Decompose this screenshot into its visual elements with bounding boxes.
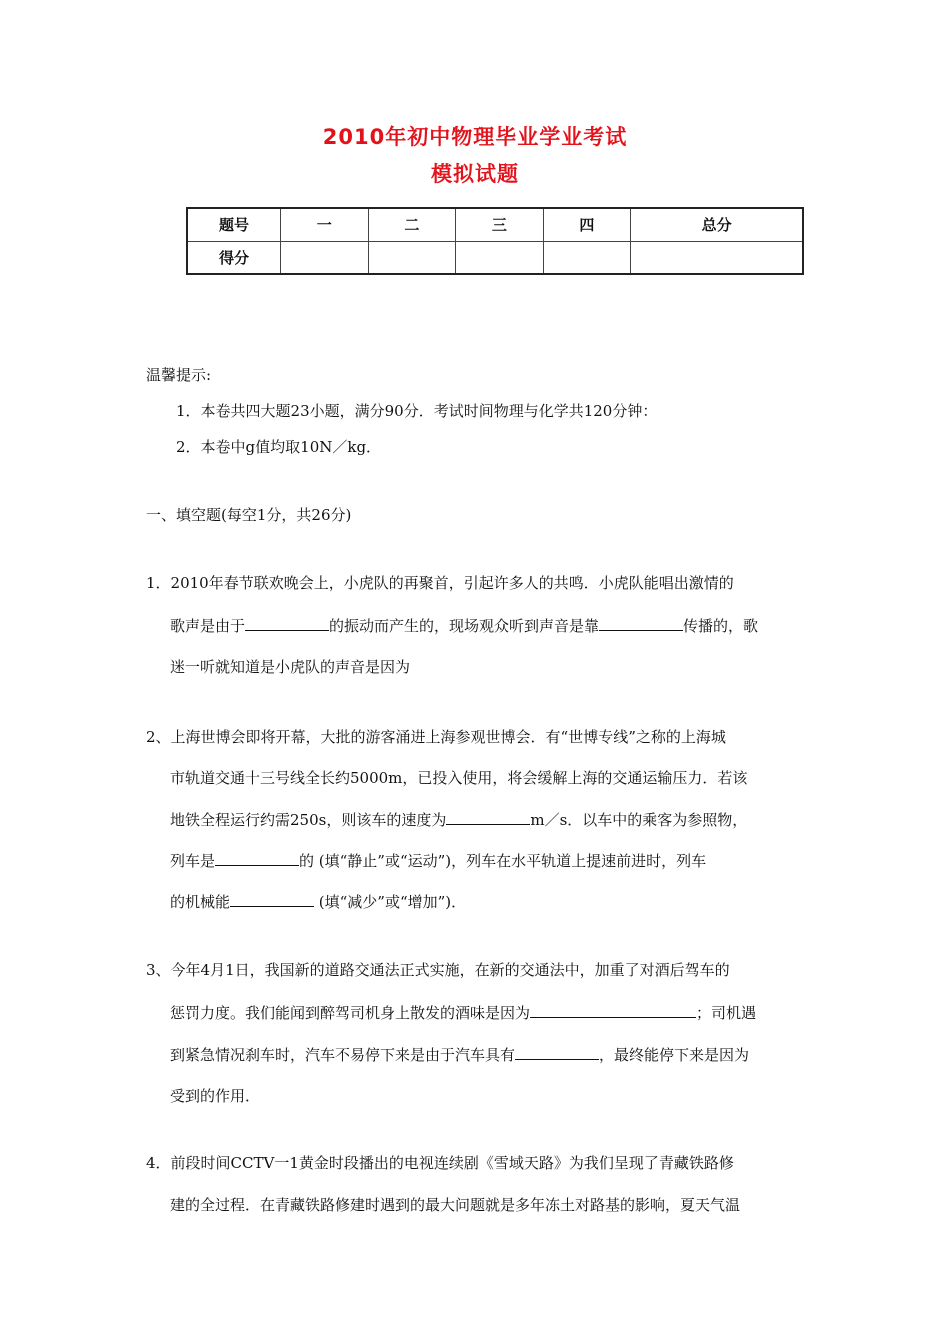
score-input-section3[interactable] — [456, 241, 544, 274]
question-text: 的机械能 — [170, 893, 231, 911]
score-table-header-row — [187, 208, 803, 241]
question-text: 地铁全程运行约需250s，则该车的速度为 — [170, 811, 447, 829]
question-text: m／s．以车中的乘客为参照物， — [530, 811, 748, 829]
answer-blank[interactable] — [245, 615, 329, 631]
section-heading: 一、填空题(每空1分，共26分) — [146, 506, 352, 524]
score-input-total[interactable] — [631, 241, 803, 274]
answer-blank[interactable] — [215, 850, 299, 866]
question-text: ；司机遇 — [696, 1004, 757, 1022]
question-2-line: 市轨道交通十三号线全长约5000m，已投入使用，将会缓解上海的交通运输压力．若该 — [170, 769, 748, 787]
question-text: 惩罚力度。我们能闻到醉驾司机身上散发的酒味是因为 — [170, 1004, 531, 1022]
question-text: ，最终能停下来是因为 — [599, 1046, 750, 1064]
score-cell-total: 总分 — [631, 208, 803, 241]
score-input-section2[interactable] — [368, 241, 456, 274]
question-text: 的振动而产生的，现场观众听到声音是靠 — [329, 617, 600, 635]
question-2-line — [170, 850, 706, 871]
tips-heading: 温馨提示: — [146, 366, 212, 384]
question-text: 传播的，歌 — [683, 617, 759, 635]
question-3-line: 3、今年4月1日，我国新的道路交通法正式实施，在新的交通法中，加重了对酒后驾车的 — [146, 961, 730, 979]
question-2-line: 2、上海世博会即将开幕，大批的游客涌进上海参观世博会．有“世博专线”之称的上海城 — [146, 728, 726, 746]
tip-item: 2．本卷中g值均取10N／kg． — [176, 438, 382, 456]
score-cell-section2: 二 — [368, 208, 456, 241]
question-2-line — [170, 891, 466, 912]
score-input-section4[interactable] — [543, 241, 631, 274]
question-1-line: 迷一听就知道是小虎队的声音是因为 — [170, 658, 411, 676]
answer-blank[interactable] — [599, 615, 683, 631]
question-2-line — [170, 809, 747, 830]
tip-item: 1．本卷共四大题23小题，满分90分．考试时间物理与化学共120分钟： — [176, 402, 658, 420]
answer-blank[interactable] — [230, 891, 314, 907]
score-cell-label: 题号 — [187, 208, 281, 241]
score-table — [186, 207, 804, 275]
question-text: 的 (填“静止”或“运动”)，列车在水平轨道上提速前进时，列车 — [299, 852, 707, 870]
question-3-line — [170, 1044, 749, 1065]
score-cell-section4: 四 — [543, 208, 631, 241]
answer-blank[interactable] — [515, 1044, 599, 1060]
score-row-label: 得分 — [187, 241, 281, 274]
question-1-line: 1．2010年春节联欢晚会上，小虎队的再聚首，引起许多人的共鸣．小虎队能唱出激情的 — [146, 574, 734, 592]
question-text: (填“减少”或“增加”)． — [314, 893, 467, 911]
page-subtitle: 模拟试题 — [431, 162, 519, 186]
score-cell-section1: 一 — [281, 208, 369, 241]
question-4-line: 4．前段时间CCTV一1黄金时段播出的电视连续剧《雪域天路》为我们呈现了青藏铁路修 — [146, 1154, 734, 1172]
question-4-line: 建的全过程．在青藏铁路修建时遇到的最大问题就是多年冻土对路基的影响，夏天气温 — [170, 1196, 741, 1214]
question-3-line — [170, 1002, 756, 1023]
score-table-score-row — [187, 241, 803, 274]
score-cell-section3: 三 — [456, 208, 544, 241]
question-1-line — [170, 615, 758, 636]
answer-blank[interactable] — [446, 809, 530, 825]
answer-blank[interactable] — [530, 1002, 696, 1018]
question-text: 列车是 — [170, 852, 216, 870]
page-title: 2010年初中物理毕业学业考试 — [322, 125, 628, 149]
question-text: 歌声是由于 — [170, 617, 246, 635]
question-text: 到紧急情况刹车时，汽车不易停下来是由于汽车具有 — [170, 1046, 516, 1064]
score-input-section1[interactable] — [281, 241, 369, 274]
question-3-line: 受到的作用． — [170, 1087, 261, 1105]
